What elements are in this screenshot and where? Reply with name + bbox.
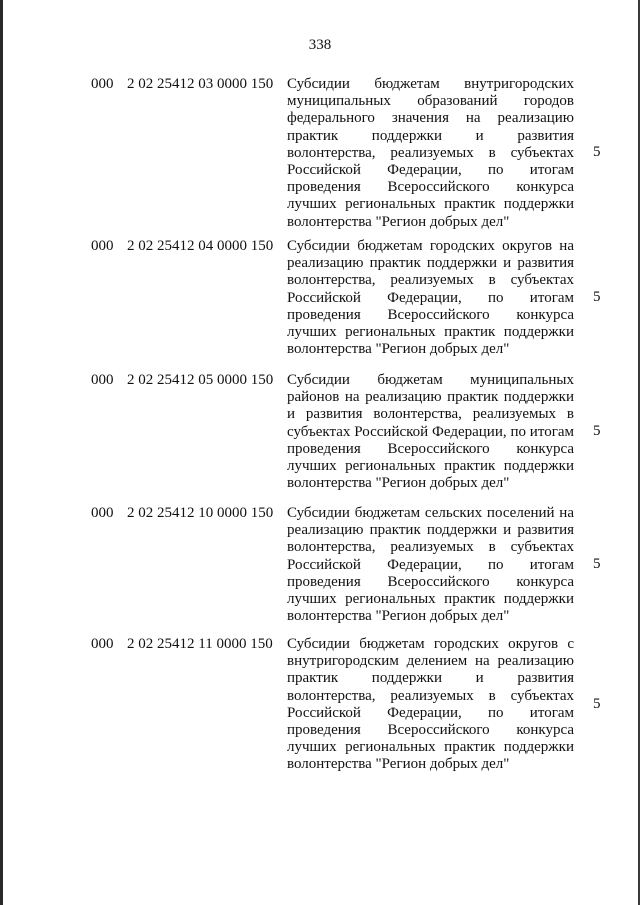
description-line: волонтерства "Регион добрых дел": [287, 341, 510, 358]
budget-classification-code: 2 02 25412 11 0000 150: [127, 636, 273, 652]
description-line: Субсидии бюджетам внутригородских: [287, 76, 574, 92]
description-line: внутригородским делением на реализацию: [287, 653, 574, 670]
description-line: Российской Федерации, по итогам: [287, 289, 574, 306]
description-line: проведения Всероссийского конкурса: [287, 573, 574, 590]
description-line: федерального значения на реализацию: [287, 110, 574, 127]
description-line: волонтерства "Регион добрых дел": [287, 213, 510, 230]
description-line: субъектах Российской Федерации, по итогам: [287, 423, 574, 440]
budget-entry: [0, 238, 640, 358]
budget-classification-code: 2 02 25412 03 0000 150: [127, 76, 274, 92]
amount-value: 5: [593, 556, 601, 572]
income-description: [287, 238, 574, 358]
description-line: Российской Федерации, по итогам: [287, 161, 574, 178]
amount-value: 5: [593, 696, 601, 712]
description-line: Российской Федерации, по итогам: [287, 704, 574, 721]
description-line: волонтерства, реализуемых в субъектах: [287, 687, 574, 704]
admin-code: 000: [91, 238, 114, 254]
admin-code: 000: [91, 636, 114, 652]
amount-value: 5: [593, 144, 601, 160]
description-line: реализацию практик поддержки и развития: [287, 255, 574, 272]
description-line: практик поддержки и развития: [287, 127, 574, 144]
description-line: Субсидии бюджетам муниципальных: [287, 372, 574, 388]
budget-entry: [0, 636, 640, 774]
admin-code: 000: [91, 372, 114, 388]
admin-code: 000: [91, 76, 114, 92]
description-line: и развития волонтерства, реализуемых в: [287, 406, 574, 423]
description-line: проведения Всероссийского конкурса: [287, 179, 574, 196]
amount-value: 5: [593, 289, 601, 305]
budget-entry: [0, 76, 640, 231]
description-line: лучших региональных практик поддержки: [287, 590, 574, 607]
budget-entry: [0, 372, 640, 492]
description-line: районов на реализацию практик поддержки: [287, 389, 574, 406]
description-line: волонтерства, реализуемых в субъектах: [287, 539, 574, 556]
description-line: волонтерства, реализуемых в субъектах: [287, 272, 574, 289]
budget-classification-code: 2 02 25412 04 0000 150: [127, 238, 274, 254]
description-line: практик поддержки и развития: [287, 670, 574, 687]
description-line: проведения Всероссийского конкурса: [287, 721, 574, 738]
description-line: Субсидии бюджетам сельских поселений на: [287, 505, 574, 521]
page-number: 338: [308, 37, 332, 53]
description-line: волонтерства, реализуемых в субъектах: [287, 144, 574, 161]
income-description: [287, 636, 574, 774]
description-line: волонтерства "Регион добрых дел": [287, 756, 510, 773]
income-description: [287, 372, 574, 492]
description-line: Субсидии бюджетам городских округов на: [287, 238, 574, 254]
admin-code: 000: [91, 505, 114, 521]
description-line: муниципальных образований городов: [287, 93, 574, 110]
description-line: реализацию практик поддержки и развития: [287, 522, 574, 539]
income-description: [287, 505, 574, 625]
description-line: лучших региональных практик поддержки: [287, 323, 574, 340]
description-line: Российской Федерации, по итогам: [287, 556, 574, 573]
description-line: лучших региональных практик поддержки: [287, 196, 574, 213]
income-description: [287, 76, 574, 231]
description-line: волонтерства "Регион добрых дел": [287, 608, 510, 625]
budget-classification-code: 2 02 25412 05 0000 150: [127, 372, 274, 388]
budget-classification-code: 2 02 25412 10 0000 150: [127, 505, 274, 521]
budget-entry: [0, 505, 640, 625]
description-line: лучших региональных практик поддержки: [287, 457, 574, 474]
description-line: лучших региональных практик поддержки: [287, 739, 574, 756]
description-line: волонтерства "Регион добрых дел": [287, 475, 510, 492]
description-line: проведения Всероссийского конкурса: [287, 306, 574, 323]
description-line: проведения Всероссийского конкурса: [287, 440, 574, 457]
amount-value: 5: [593, 423, 601, 439]
description-line: Субсидии бюджетам городских округов с: [287, 636, 574, 652]
